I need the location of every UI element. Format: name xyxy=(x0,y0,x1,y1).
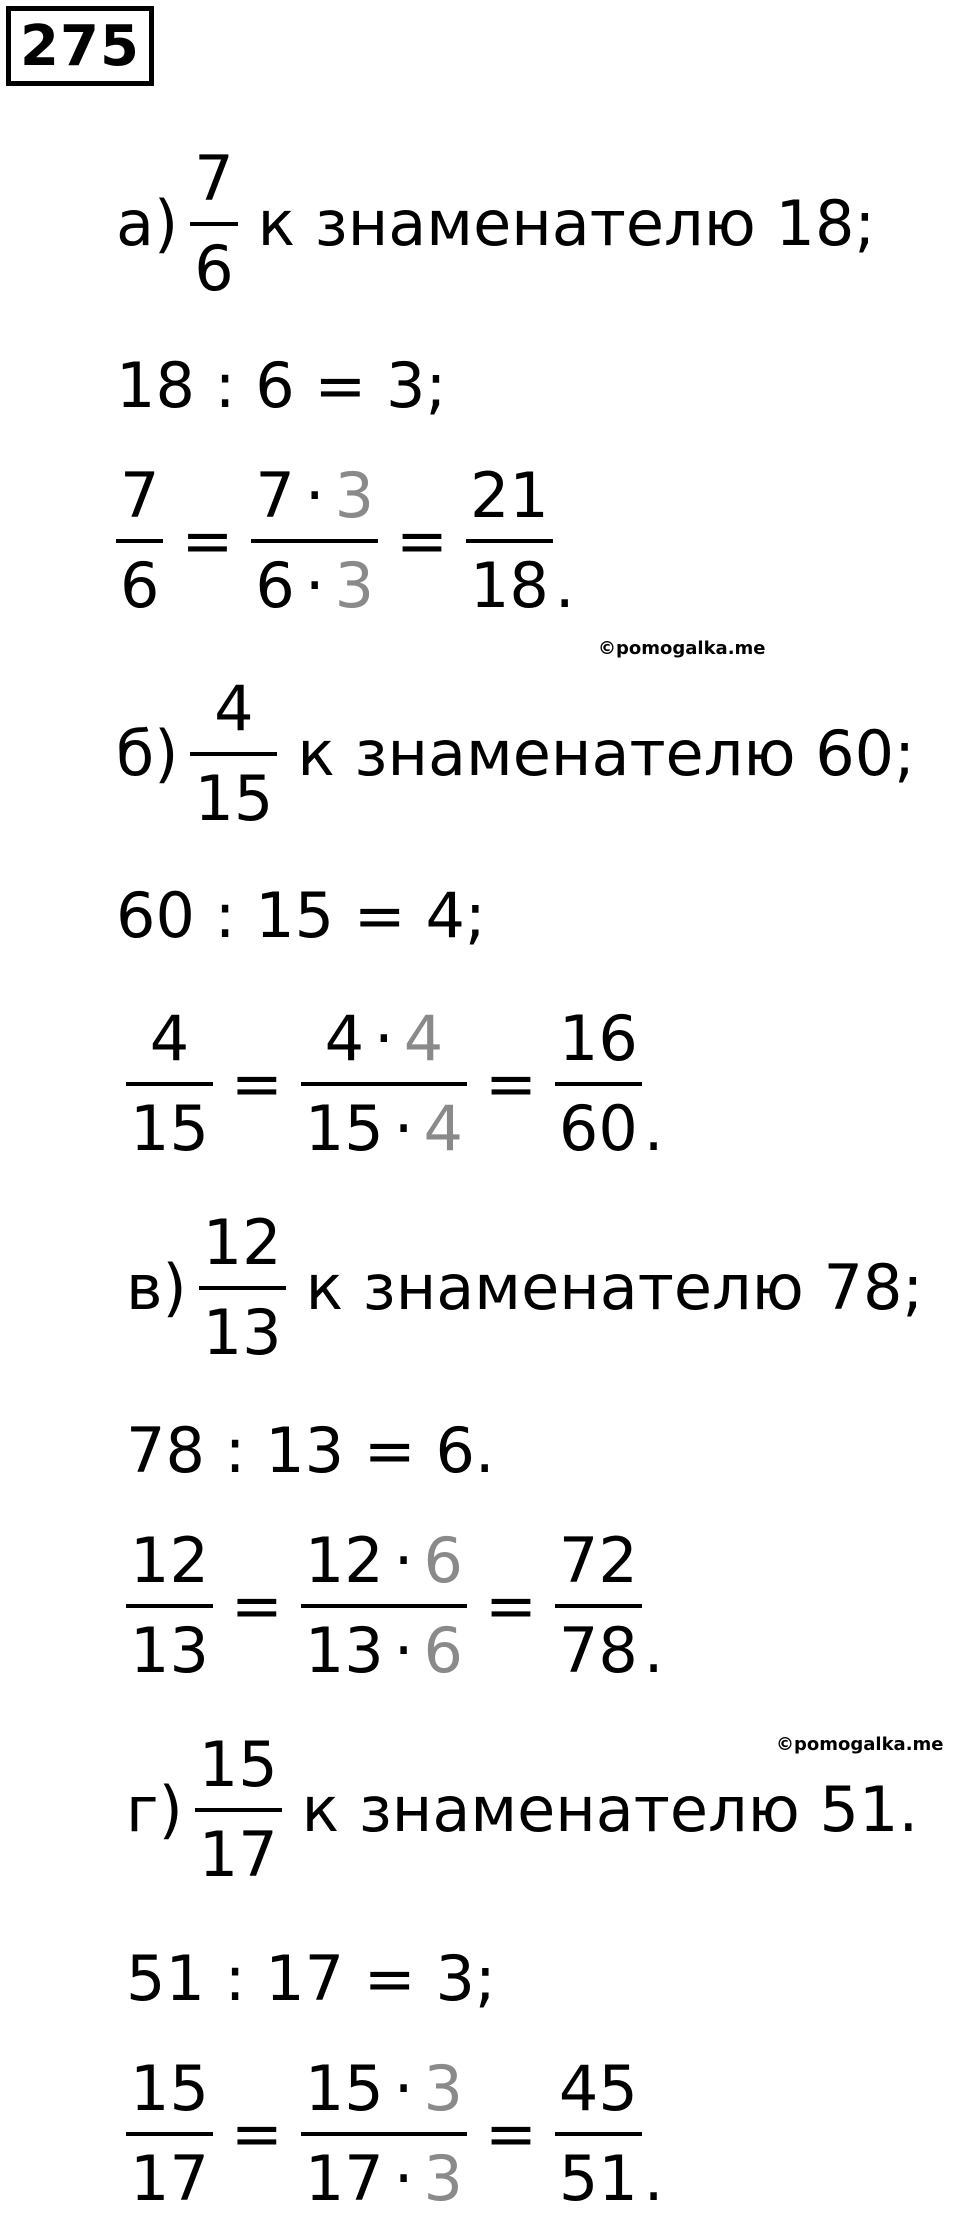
multiply-dot: · xyxy=(304,549,325,622)
equals-sign: = xyxy=(484,2097,537,2170)
result-fraction xyxy=(555,1524,642,1687)
lhs-fraction xyxy=(126,1002,213,1165)
fraction-denominator: 13 xyxy=(126,1604,213,1682)
fraction-numerator: 15 xyxy=(198,1728,278,1801)
fraction-numerator: 21 xyxy=(469,459,549,532)
equals-sign: = xyxy=(396,504,448,577)
task-a-calculation xyxy=(116,459,575,622)
period: . xyxy=(643,1092,664,1165)
task-a-label: а) xyxy=(116,187,179,260)
task-c-calculation xyxy=(126,1524,664,1687)
division-expression: 51 : 17 = 3; xyxy=(126,1942,496,2015)
task-c-label: в) xyxy=(126,1251,187,1324)
expanded-fraction xyxy=(301,1002,467,1165)
fraction-numerator xyxy=(321,1002,448,1082)
multiplier: 3 xyxy=(334,549,375,622)
denominator-value: 15 xyxy=(304,1092,384,1165)
fraction-numerator: 16 xyxy=(558,1002,638,1075)
problem-number-badge xyxy=(6,6,154,86)
multiply-dot: · xyxy=(304,459,325,532)
task-a-statement xyxy=(116,142,876,305)
multiply-dot: · xyxy=(393,2052,414,2125)
fraction-denominator: 6 xyxy=(116,539,163,617)
task-d-calculation xyxy=(126,2052,664,2215)
fraction-denominator: 6 xyxy=(190,222,237,300)
fraction-denominator: 17 xyxy=(195,1808,282,1886)
task-d-statement xyxy=(126,1728,919,1891)
watermark-2: ©pomogalka.me xyxy=(776,1734,944,1755)
task-c-statement xyxy=(126,1206,924,1369)
fraction-denominator: 78 xyxy=(555,1604,642,1682)
task-a-fraction xyxy=(190,142,237,305)
result-fraction xyxy=(555,1002,642,1165)
fraction-numerator xyxy=(301,2052,467,2132)
denominator-value: 17 xyxy=(304,2142,384,2215)
fraction-denominator xyxy=(251,539,378,622)
fraction-numerator: 4 xyxy=(149,1002,190,1075)
fraction-denominator: 15 xyxy=(190,752,277,830)
equals-sign: = xyxy=(230,2097,283,2170)
fraction-denominator: 18 xyxy=(466,539,553,617)
multiplier: 6 xyxy=(423,1524,463,1597)
period: . xyxy=(554,549,575,622)
fraction-numerator: 15 xyxy=(130,2052,209,2125)
multiply-dot: · xyxy=(393,1092,414,1165)
problem-number: 275 xyxy=(20,13,140,79)
fraction-denominator xyxy=(301,1604,467,1687)
task-c-text: к знаменателю 78; xyxy=(305,1251,924,1324)
multiply-dot: · xyxy=(374,1002,394,1075)
division-expression: 18 : 6 = 3; xyxy=(116,349,447,422)
numerator-value: 15 xyxy=(304,2052,384,2125)
multiplier: 3 xyxy=(334,459,375,532)
multiplier: 6 xyxy=(423,1614,463,1687)
fraction-numerator: 7 xyxy=(194,142,234,215)
denominator-value: 6 xyxy=(255,549,295,622)
task-c-fraction xyxy=(199,1206,286,1369)
task-b-division xyxy=(116,879,486,952)
lhs-fraction xyxy=(116,459,163,622)
task-d-division xyxy=(126,1942,496,2015)
numerator-value: 12 xyxy=(304,1524,384,1597)
fraction-denominator: 17 xyxy=(126,2132,213,2210)
watermark-1: ©pomogalka.me xyxy=(598,638,766,659)
task-b-label: б) xyxy=(116,717,179,790)
task-a-division xyxy=(116,349,447,422)
multiplier: 4 xyxy=(423,1092,463,1165)
multiply-dot: · xyxy=(393,1524,414,1597)
result-fraction xyxy=(466,459,553,622)
lhs-fraction xyxy=(126,1524,213,1687)
equals-sign: = xyxy=(230,1047,283,1120)
equals-sign: = xyxy=(181,504,234,577)
task-d-fraction xyxy=(195,1728,282,1891)
fraction-numerator: 72 xyxy=(558,1524,638,1597)
division-expression: 78 : 13 = 6. xyxy=(126,1414,495,1487)
multiplier: 4 xyxy=(403,1002,444,1075)
task-b-fraction xyxy=(190,672,277,835)
fraction-denominator: 13 xyxy=(199,1286,286,1364)
fraction-numerator: 12 xyxy=(202,1206,282,1279)
fraction-denominator: 51 xyxy=(555,2132,642,2210)
expanded-fraction xyxy=(251,459,378,622)
fraction-denominator xyxy=(301,2132,467,2215)
period: . xyxy=(643,1614,664,1687)
equals-sign: = xyxy=(484,1569,537,1642)
fraction-numerator: 12 xyxy=(130,1524,209,1597)
task-b-calculation xyxy=(126,1002,664,1165)
multiply-dot: · xyxy=(393,2142,414,2215)
period: . xyxy=(643,2142,664,2215)
numerator-value: 7 xyxy=(255,459,295,532)
equals-sign: = xyxy=(484,1047,537,1120)
expanded-fraction xyxy=(301,2052,467,2215)
fraction-denominator xyxy=(301,1082,467,1165)
equals-sign: = xyxy=(230,1569,283,1642)
fraction-denominator: 60 xyxy=(555,1082,642,1160)
fraction-numerator: 7 xyxy=(120,459,160,532)
numerator-value: 4 xyxy=(324,1002,365,1075)
division-expression: 60 : 15 = 4; xyxy=(116,879,486,952)
fraction-numerator xyxy=(251,459,378,539)
multiplier: 3 xyxy=(423,2142,463,2215)
task-a-text: к знаменателю 18; xyxy=(257,187,876,260)
result-fraction xyxy=(555,2052,642,2215)
task-c-division xyxy=(126,1414,495,1487)
fraction-denominator: 15 xyxy=(126,1082,213,1160)
fraction-numerator: 45 xyxy=(558,2052,638,2125)
multiply-dot: · xyxy=(393,1614,414,1687)
lhs-fraction xyxy=(126,2052,213,2215)
fraction-numerator xyxy=(301,1524,467,1604)
expanded-fraction xyxy=(301,1524,467,1687)
task-d-label: г) xyxy=(126,1773,183,1846)
task-b-statement xyxy=(116,672,916,835)
task-d-text: к знаменателю 51. xyxy=(301,1773,919,1846)
multiplier: 3 xyxy=(423,2052,463,2125)
fraction-numerator: 4 xyxy=(214,672,254,745)
task-b-text: к знаменателю 60; xyxy=(297,717,916,790)
denominator-value: 13 xyxy=(304,1614,384,1687)
